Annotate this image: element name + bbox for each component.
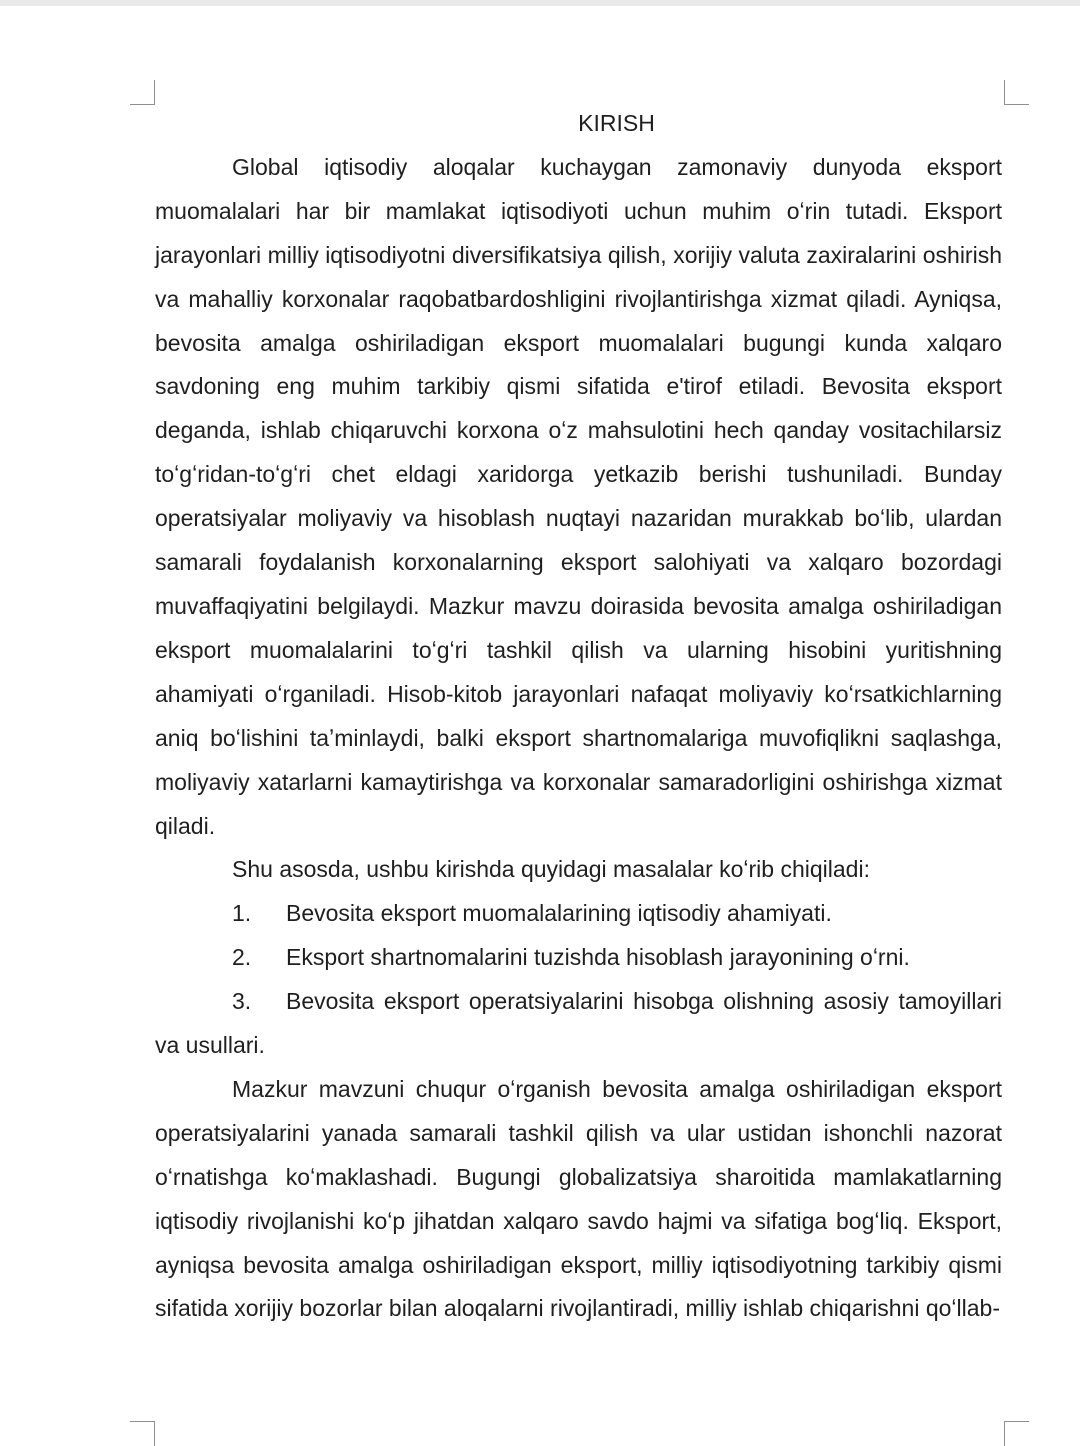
page-corner-mark-bottom-right [1004, 1421, 1029, 1446]
list-item-text: Bevosita eksport operatsiyalarini hisobga olishning asosiy tamoyillari va usullari. [155, 988, 1002, 1059]
list-item-text: Eksport shartnomalarini tuzishda hisoblash jarayonining oʻrni. [286, 944, 910, 971]
list-item-number: 2. [232, 944, 252, 971]
document-page-body [155, 102, 1002, 1331]
top-strip [0, 0, 1080, 6]
list-item-text: Bevosita eksport muomalalarining iqtisodiy ahamiyati. [286, 900, 832, 927]
page-corner-mark-top-right [1004, 80, 1029, 105]
paragraph-conclusion: Mazkur mavzuni chuqur oʻrganish bevosita amalga oshiriladigan eksport operatsiyalarini yanada samarali tashkil qilish va ular ustidan ishonchli nazorat oʻrnatishga koʻmaklashadi. Bugungi globalizatsiya sharoitida mamlakatlarning iqtisodiy rivojlanishi koʻp jihatdan xalqaro savdo hajmi va sifatiga bogʻliq. Eksport, ayniqsa bevosita amalga oshiriladigan eksport, milliy iqtisodiyotning tarkibiy qismi sifatida xorijiy bozorlar bilan aloqalarni rivojlantiradi, milliy ishlab chiqarishni qoʻllab- [155, 1075, 1002, 1322]
page-title: KIRISH [578, 110, 655, 136]
paragraph-list-lead: Shu asosda, ushbu kirishda quyidagi masalalar koʻrib chiqiladi: [232, 856, 870, 883]
list-item [155, 980, 1002, 1068]
list-item-number: 1. [232, 900, 252, 927]
page-corner-mark-top-left [130, 80, 155, 105]
paragraph-intro: Global iqtisodiy aloqalar kuchaygan zamonaviy dunyoda eksport muomalalari har bir mamlakat iqtisodiyoti uchun muhim oʻrin tutadi. Eksport jarayonlari milliy iqtisodiyotni diversifikatsiya qilish, xorijiy valuta zaxiralarini oshirish va mahalliy korxonalar raqobatbardoshligini rivojlantirishga xizmat qiladi. Ayniqsa, bevosita amalga oshiriladigan eksport muomalalari bugungi kunda xalqaro savdoning eng muhim tarkibiy qismi sifatida e'tirof etiladi. Bevosita eksport deganda, ishlab chiqaruvchi korxona oʻz mahsulotini hech qanday vositachilarsiz toʻgʻridan-toʻgʻri chet eldagi xaridorga yetkazib berishi tushuniladi. Bunday operatsiyalar moliyaviy va hisoblash nuqtayi nazaridan murakkab boʻlib, ulardan samarali foydalanish korxonalarning eksport salohiyati va xalqaro bozordagi muvaffaqiyatini belgilaydi. Mazkur mavzu doirasida bevosita amalga oshiriladigan eksport muomalalarini toʻgʻri tashkil qilish va ularning hisobini yuritishning ahamiyati oʻrganiladi. Hisob-kitob jarayonlari nafaqat moliyaviy koʻrsatkichlarning aniq boʻlishini taʼminlaydi, balki eksport shartnomalariga muvofiqlikni saqlashga, moliyaviy xatarlarni kamaytirishga va korxonalar samaradorligini oshirishga xizmat qiladi. [155, 153, 1002, 839]
list-item [155, 892, 1002, 936]
list-item [155, 936, 1002, 980]
page-corner-mark-bottom-left [130, 1421, 155, 1446]
list-item-number: 3. [232, 988, 252, 1015]
